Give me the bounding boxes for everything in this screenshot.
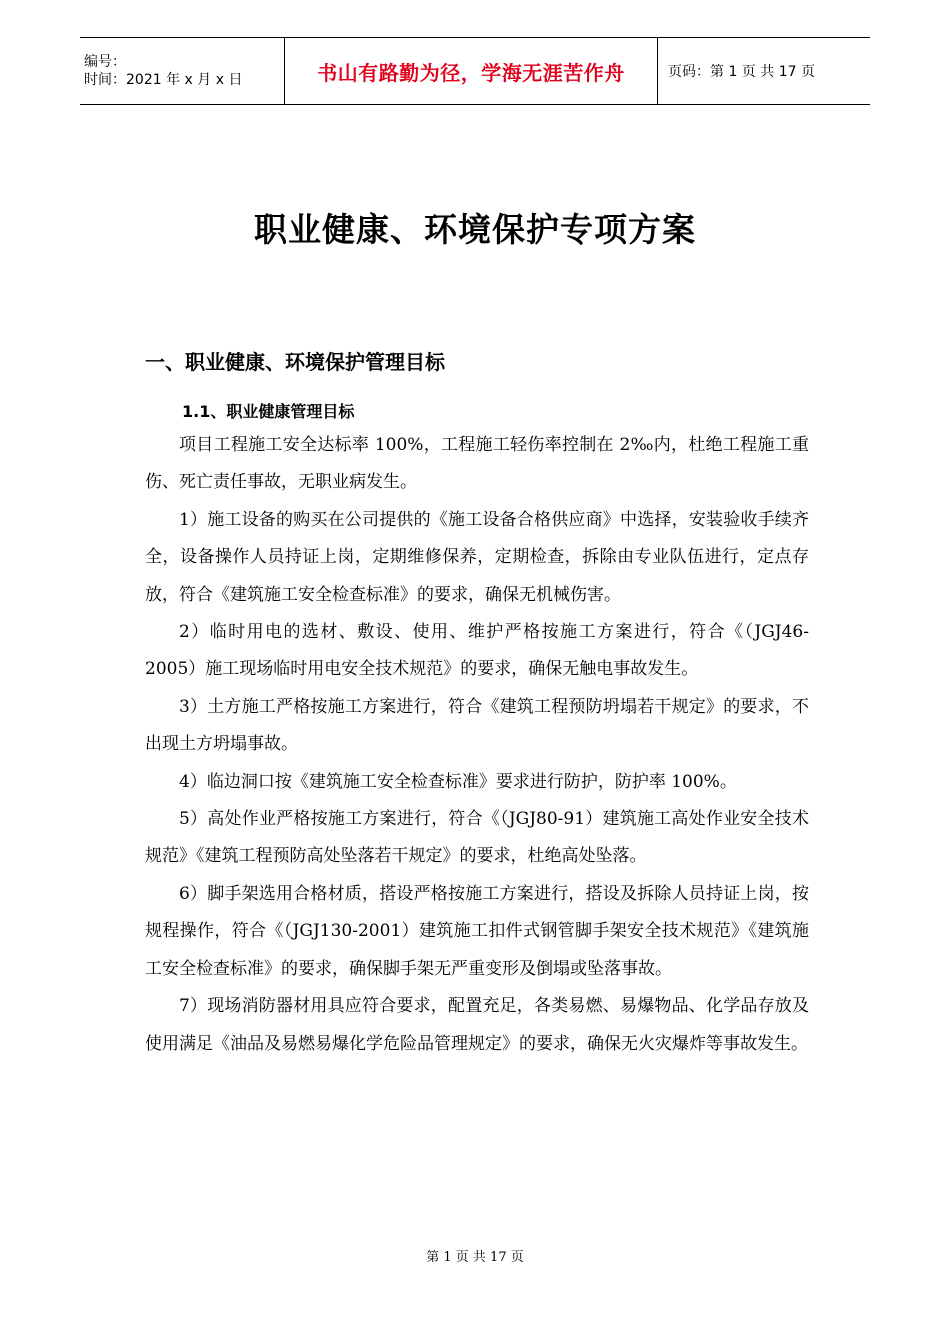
page-info: 页码：第 1 页 共 17 页: [668, 64, 815, 80]
header-meta-cell: [80, 38, 285, 105]
paragraph: 5）高处作业严格按施工方案进行，符合《（JGJ80-91）建筑施工高处作业安全技术规范》《建筑工程预防高处坠落若干规定》的要求，杜绝高处坠落。: [145, 809, 809, 867]
page-header: [80, 37, 870, 105]
document-title: 职业健康、环境保护专项方案: [254, 210, 696, 249]
motto-text: 书山有路勤为径，学海无涯苦作舟: [317, 60, 625, 85]
paragraph: 2）临时用电的选材、敷设、使用、维护严格按施工方案进行，符合《（JGJ46-2005）施工现场临时用电安全技术规范》的要求，确保无触电事故发生。: [145, 622, 809, 680]
paragraph: 1）施工设备的购买在公司提供的《施工设备合格供应商》中选择，安装验收手续齐全，设备操作人员持证上岗，定期维修保养，定期检查，拆除由专业队伍进行，定点存放，符合《建筑施工安全检查标准》的要求，确保无机械伤害。: [145, 509, 809, 605]
page-footer: 第 1 页 共 17 页: [426, 1250, 524, 1265]
section-heading: 一、职业健康、环境保护管理目标: [145, 350, 445, 374]
number-label: 编号：: [84, 54, 126, 70]
paragraph: 项目工程施工安全达标率 100%，工程施工轻伤率控制在 2‰内，杜绝工程施工重伤、死亡责任事故，无职业病发生。: [145, 435, 809, 493]
header-page-cell: [658, 38, 871, 105]
header-motto-cell: [285, 38, 658, 105]
paragraph: 6）脚手架选用合格材质，搭设严格按施工方案进行，搭设及拆除人员持证上岗，按规程操作，符合《（JGJ130-2001）建筑施工扣件式钢管脚手架安全技术规范》《建筑施工安全检查标准》的要求，确保脚手架无严重变形及倒塌或坠落事故。: [145, 883, 809, 979]
paragraph: 4）临边洞口按《建筑施工安全检查标准》要求进行防护，防护率 100%。: [179, 771, 737, 792]
body-text: [145, 427, 809, 1063]
paragraph: 3）土方施工严格按施工方案进行，符合《建筑工程预防坍塌若干规定》的要求，不出现土方坍塌事故。: [145, 696, 809, 755]
date-label: 时间：2021 年 x 月 x 日: [84, 72, 243, 88]
subsection-heading: 1.1、职业健康管理目标: [182, 402, 355, 421]
paragraph: 7）现场消防器材用具应符合要求，配置充足，各类易燃、易爆物品、化学品存放及使用满足《油品及易燃易爆化学危险品管理规定》的要求，确保无火灾爆炸等事故发生。: [145, 996, 809, 1054]
